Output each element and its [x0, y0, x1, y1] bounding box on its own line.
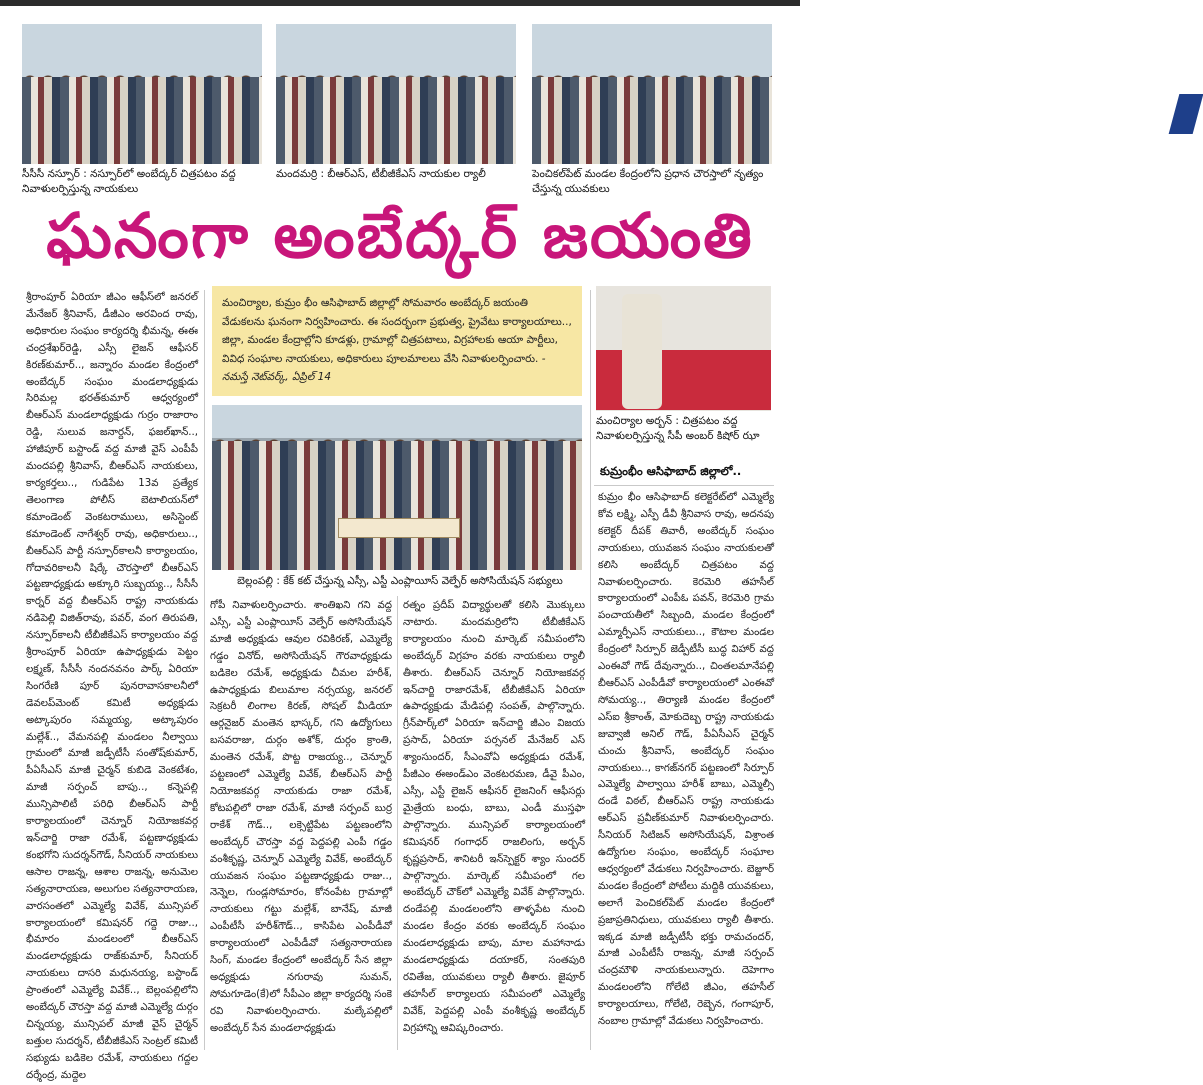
- highlight-source: - నమస్తే నెట్‌వర్క్, ఏప్రిల్ 14: [222, 352, 546, 383]
- divider: [397, 596, 398, 1050]
- flag-icon: [1169, 94, 1203, 134]
- photo-mandamarri-rally: [276, 24, 516, 164]
- caption-photo5: మంచిర్యాల అర్బన్ : చిత్రపటం వద్ద నివాళులర్పిస్తున్న సీపీ అంబర్ కిషోర్ ఝా: [596, 415, 760, 442]
- subheading-asifabad: కుమ్రంభీం ఆసిఫాబాద్ జిల్లాలో..: [600, 464, 742, 478]
- caption-photo4: బెల్లంపల్లి : కేక్ కట్ చేస్తున్న ఎస్సీ, ఎస్టీ ఎంప్లాయీస్ వెల్ఫేర్ అసోసియేషన్ సభ్యులు: [237, 575, 563, 587]
- highlight-box: [212, 286, 582, 396]
- highlight-text: మంచిర్యాల, కుమ్రం భీం ఆసిఫాబాద్ జిల్లాల్లో సోమవారం అంబేద్కర్ జయంతి వేడుకలను ఘనంగా నిర్వహించారు. ఈ సందర్భంగా ప్రభుత్వ, ప్రైవేటు కార్యాలయాలు.., జిల్లా, మండల కేంద్రాల్లోని కూడళ్లు, గ్రామాల్లో చిత్రపటాలు, విగ్రహాలకు ఆయా పార్టీలు, వివిధ సంఘాల నాయకులు, అధికారులు పూలమాలలు వేసి నివాళులర్పించారు.: [222, 297, 572, 365]
- headline: ఘనంగా అంబేద్కర్ జయంతి: [46, 199, 754, 272]
- officer-figure: [622, 294, 662, 409]
- caption-photo3: పెంచికల్‌పేట్ మండల కేంద్రంలోని ప్రధాన చౌరస్తాలో నృత్యం చేస్తున్న యువకులు: [532, 168, 764, 195]
- column-4: కుమ్రం భీం ఆసిఫాబాద్ కలెక్టరేట్‌లో ఎమ్మెల్యే కోవ లక్ష్మి, ఎస్పీ డీవీ శ్రీనివాస రావు, అదనపు కలెక్టర్ దీపక్ తివారీ, అంబేద్కర్ సంఘం నాయకులు, యువజన సంఘం నాయకులతో కలిసి అంబేద్కర్ చిత్రపటం వద్ద నివాళులర్పించారు. కెరమెరి తహసీల్ కార్యాలయంలో ఎంపీఓ పవన్, కెరమెరి గ్రామ పంచాయతీలో సిబ్బంది, మండల కేంద్రంలో ఎమ్మార్పీఎస్ నాయకులు.., కౌటాల మండల కేంద్రంలో సిర్పూర్ జెడ్పీటీసీ బుద్ధ విహార్ వద్ద ఎంఈవో గౌడ్ దేవున్నారు.., చింతలమానేపల్లి బీఆర్ఎస్ ఎంపీడీవో కార్యాలయంలో ఎంఈవో సోమయ్య.., తిర్యాణి మండల కేంద్రంలో ఎస్‌ఐ శ్రీకాంత్, మోకుదెబ్బ రాష్ట్ర నాయకుడు జువ్వాజీ అనిల్ గౌడ్, పీఏసీఎస్ చైర్మన్ చుంచు శ్రీనివాస్, అంబేద్కర్ సంఘం నాయకులు.., కాగజ్‌నగర్ పట్టణంలో సిర్పూర్ ఎమ్మెల్యే పాల్వాయి హరీశ్ బాబు, ఎమ్మెల్సీ దండే విఠల్, బీఆర్ఎస్ రాష్ట్ర నాయకుడు ఆర్ఎస్ ప్రవీణ్‌కుమార్ నివాళులర్పించారు. సీనియర్ సిటిజన్ అసోసియేషన్, విశ్రాంత ఉద్యోగుల సంఘం, అంబేద్కర్ సంఘాల ఆధ్వర్యంలో వేడుకలు నిర్వహించారు. బెజ్జూర్ మండల కేంద్రంలో పోటీలు మద్దికి యువకులు, అలాగే పెంచికల్‌పేట్ మండల కేంద్రంలో ప్రజాప్రతినిధులు, యువకులు ర్యాలీ తీశారు. ఇక్కడ మాజీ జడ్పీటీసీ భక్తు రామచందర్, మాజీ ఎంపీటీసీ రాజన్న, మాజీ సర్పంచ్ చంద్రమౌళి నాయకులున్నారు. దెహెగాం మండలంలోని గోలేటి జీఎం, తహసీల్ కార్యాలయాలు, గోలేటి, రెబ్బెన, గంగాపూర్, నంబాల గ్రామాల్లో వేడుకలు నిర్వహించారు.: [598, 492, 774, 1028]
- photo-penchikalpet-dance: [532, 24, 772, 164]
- divider: [590, 290, 591, 1050]
- column-2: గోపీ నివాళులర్పించారు. శాంతిఖని గని వద్ద ఎస్సీ, ఎస్టీ ఎంప్లాయీస్ వెల్ఫేర్ అసోసియేషన్ మాజీ అధ్యక్షుడు ఆవుల రవికిరణ్, ఎమ్మెల్యే గడ్డం వినోద్, అసోసియేషన్ గౌరవాధ్యక్షుడు బడికెల రమేశ్, అధ్యక్షుడు చీమల హరీశ్, ఉపాధ్యక్షుడు బిలుమాల నర్సయ్య, జనరల్ సెక్రటరీ లింగాల కిరణ్, సోషల్ మీడియా ఆర్గనైజర్ మంతెన భాస్కర్, గని ఉద్యోగులు బసవరాజు, దుర్గం అశోక్, దుర్గం క్రాంతి, మంతెన రమేశ్, పొట్ట రాజయ్య.., చెన్నూర్ పట్టణంలో ఎమ్మెల్యే వివేక్, బీఆర్ఎస్ పార్టీ నియోజకవర్గ నాయకుడు రాజా రమేశ్, కోటపల్లిలో రాజా రమేశ్, మాజీ సర్పంచ్ బుర్ర రాకేశ్ గౌడ్.., లక్సెట్టిపేట పట్టణంలోని అంబేద్కర్ చౌరస్తా వద్ద పెద్దపల్లి ఎంపీ గడ్డం వంశీకృష్ణ, చెన్నూర్ ఎమ్మెల్యే వివేక్, అంబేద్కర్ యువజన సంఘం పట్టణాధ్యక్షుడు రాజు.., నెన్నెల, గుండ్లసోమారం, కోనంపేట గ్రామాల్లో నాయకులు గట్టు మల్లేశ్, బానేష్, మాజీ ఎంపీటీసీ హరీశ్‌గౌడ్.., కాసిపేట ఎంపీడీవో కార్యాలయంలో ఎంపీడీవో సత్యనారాయణ సింగ్, మండల కేంద్రంలో అంబేద్కర్ సేన జిల్లా అధ్యక్షుడు నగురావు సుమన్, సోమగూడెం(కే)లో సీపీఎం జిల్లా కార్యదర్శి సంకె రవి నివాళులర్పించారు. మల్కేపల్లిలో అంబేద్కర్ సేన మండలాధ్యక్షుడు: [210, 600, 392, 1034]
- divider: [204, 290, 205, 1050]
- column-1: శ్రీరాంపూర్ ఏరియా జీఎం ఆఫీస్‌లో జనరల్ మేనేజర్ శ్రీనివాస్, డీజీఎం అరవింద రావు, అధికారుల సంఘం కార్యదర్శి భీమన్న, ఈఈ చంద్రశేఖర్‌రెడ్డి, ఎస్సీ లైజన్ ఆఫీసర్ కిరణ్‌కుమార్.., జన్నారం మండల కేంద్రంలో అంబేద్కర్ సంఘం మండలాధ్యక్షుడు సిరిమల్ల భరత్‌కుమార్ ఆధ్వర్యంలో బీఆర్ఎస్ మండలాధ్యక్షుడు గుర్రం రాజారాం రెడ్డి, సులువ జనార్దన్, ఫజల్‌ఖాన్.., హాజీపూర్ బస్టాండ్ వద్ద మాజీ వైస్ ఎంపీపీ మందపల్లి శ్రీనివాస్, బీఆర్ఎస్ నాయకులు, కార్యకర్తలు.., గుడిపేట 13వ ప్రత్యేక తెలంగాణ పోలీస్ బెటాలియన్‌లో కమాండెంట్ వెంకటరాములు, అసిస్టెంట్ కమాండెంట్ నాగేశ్వర్ రావు, అధికారులు.., బీఆర్ఎస్ పార్టీ నస్పూర్‌కాలనీ కార్యాలయం, గోదావరికాలనీ షిర్కే చౌరస్తాలో బీఆర్ఎస్ పట్టణాధ్యక్షుడు అక్కూరి సుబ్బయ్య.., సీసీసీ కార్నర్ వద్ద బీఆర్ఎస్ రాష్ట్ర నాయకుడు నడిపెల్లి విజిత్‌రావు, పవర్, వంగ తిరుపతి, నస్పూర్‌కాలనీ టీబీజీకేఎస్ కార్యాలయం వద్ద శ్రీరాంపూర్ ఏరియా ఉపాధ్యక్షుడు పెట్టం లక్ష్మణ్, సీసీసీ నందనవనం పార్క్ ఏరియా సింగరేణి పూర్ పునరావాసకాలనీలో డెవలప్‌మెంట్ కమిటీ అధ్యక్షుడు అట్కాపురం సమ్మయ్య, అట్కాపురం మల్లేశ్.., వేమనపల్లి మండలం నీల్వాయి గ్రామంలో మాజీ జడ్పీటీసీ సంతోష్‌కుమార్, పీఏసీఎస్ మాజీ చైర్మన్ కుబిడె వెంకటేశం, మాజీ సర్పంచ్ బాపు.., కన్నెపల్లి మున్సిపాలిటీ పరిధి బీఆర్ఎస్ పార్టీ కార్యాలయంలో చెన్నూర్ నియోజకవర్గ ఇన్‌చార్జి రాజా రమేశ్, పట్టణాధ్యక్షుడు కంభగోని సుదర్శన్‌గౌడ్, సీనియర్ నాయకులు ఆసాల రాజన్న, ఆశాల రాజన్న, అనుమెల సత్యనారాయణ, అలుగుల సత్యనారాయణ, వారసంతలో ఎమ్మెల్యే వివేక్, మున్సిపల్ కార్యాలయంలో కమిషనర్ గద్దె రాజు.., భీమారం మండలంలో బీఆర్ఎస్ మండలాధ్యక్షుడు రాజ్‌కుమార్, సీనియర్ నాయకులు దాసరి మధునయ్య, బస్టాండ్ ప్రాంతంలో ఎమ్మెల్యే వివేక్.., బెల్లంపల్లిలోని అంబేద్కర్ చౌరస్తా వద్ద మాజీ ఎమ్మెల్యే దుర్గం చిన్నయ్య, మున్సిపల్ మాజీ వైస్ చైర్మన్ బత్తుల సుదర్శన్, టీబీజీకేఎస్ సెంట్రల్ కమిటీ సభ్యుడు బడికెల రమేశ్, నాయకులు గద్దల దర్శేంద్ర, మద్దెల: [26, 292, 198, 1081]
- divider: [594, 485, 774, 486]
- photo-bellampalli-cake: [212, 405, 582, 570]
- caption-photo1: సీసీసీ నస్పూర్ : నస్పూర్‌లో అంబేద్కర్ చిత్రపటం వద్ద నివాళులర్పిస్తున్న నాయకులు: [22, 168, 236, 195]
- cake: [338, 518, 460, 538]
- photo-naspur: [22, 24, 262, 164]
- top-bar: [0, 0, 800, 6]
- column-3: రత్నం ప్రదీప్ విద్యార్థులతో కలిసి మొక్కులు నాటారు. మందమర్రిలోని టీబీజీకేఎస్ కార్యాలయం నుంచి మార్కెట్ సమీపంలోని అంబేద్కర్ విగ్రహం వరకు నాయకులు ర్యాలీ తీశారు. బీఆర్ఎస్ చెన్నూర్ నియోజకవర్గ ఇన్‌చార్జి రాజారమేశ్, టీబీజీకేఎస్ ఏరియా ఉపాధ్యక్షుడు మేడిపల్లి సంపత్, పాల్గొన్నారు. గ్రీన్‌పార్క్‌లో ఏరియా ఇన్‌చార్జి జీఎం విజయ ప్రసాద్, ఏరియా పర్సనల్ మేనేజర్ ఎస్ శ్యాంసుందర్, సీఎంవోఏ అధ్యక్షుడు రమేశ్, పీజీఎం ఈఅండ్‌ఎం వెంకటరమణ, డీవై పీఎం, ఎస్సీ, ఎస్టీ లైజన్ ఆఫీసర్ లైజనింగ్ ఆఫీసర్లు మైత్రేయ బంధు, బాబు, ఎండీ ముస్తఫా పాల్గొన్నారు. మున్సిపల్ కార్యాలయంలో కమిషనర్ గంగాధర్ రాజలింగు, అర్బన్ కృష్ణప్రసాద్, శానిటరీ ఇన్‌స్పెక్టర్ శ్యాం సుందర్ పాల్గొన్నారు. మార్కెట్ సమీపంలో గల అంబేద్కర్ చౌక్‌లో ఎమ్మెల్యే వివేక్ పాల్గొన్నారు. దండేపల్లి మండలంలోని తాళ్ళపేట నుంచి మండల కేంద్రం వరకు అంబేద్కర్ సంఘం మండలాధ్యక్షుడు బాపు, మాల మహానాడు మండలాధ్యక్షుడు దయాకర్, సంతపురి రవితేజ, యువకులు ర్యాలీ తీశారు. జైపూర్ తహసీల్ కార్యాలయ సమీపంలో ఎమ్మెల్యే వివేక్, పెద్దపల్లి ఎంపీ వంశీకృష్ణ అంబేద్కర్ విగ్రహాన్ని ఆవిష్కరించారు.: [403, 600, 585, 1034]
- caption-photo2: మందమర్రి : బీఆర్ఎస్, టీబీజీకేఎస్ నాయకుల ర్యాలీ: [276, 168, 486, 180]
